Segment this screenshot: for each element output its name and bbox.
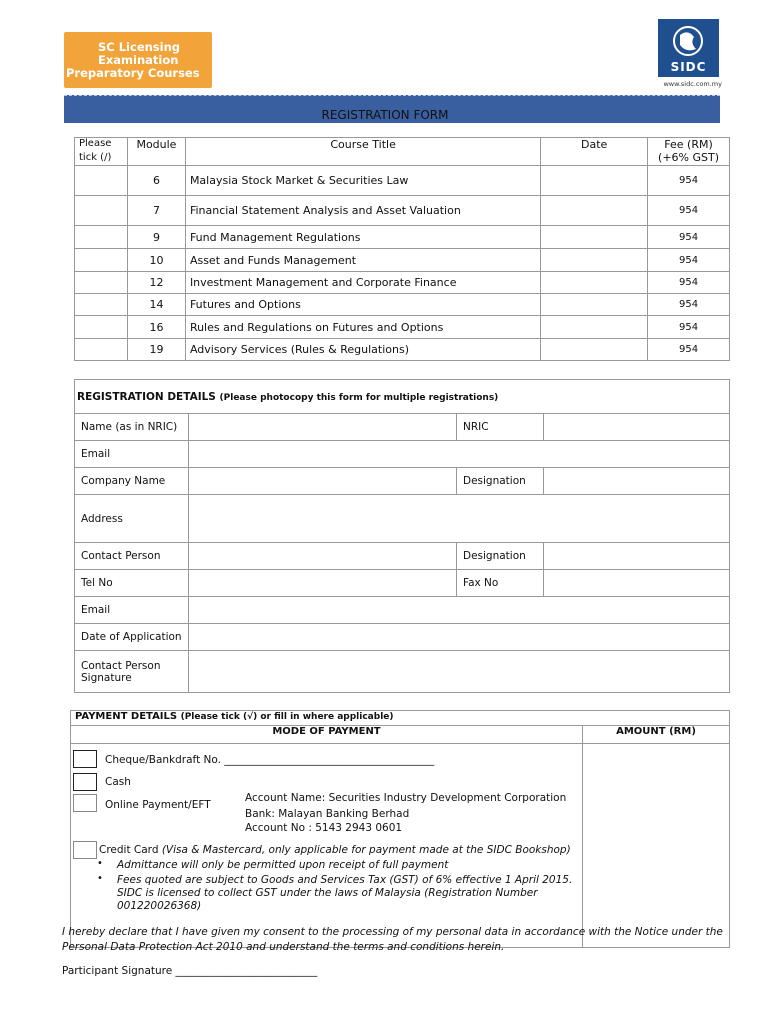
- module-number: 10: [127, 249, 185, 272]
- tick-box[interactable]: [75, 316, 128, 339]
- date-cell[interactable]: [541, 166, 648, 196]
- module-number: 7: [127, 196, 185, 226]
- tick-box[interactable]: [75, 339, 128, 361]
- fee-value: 954: [648, 339, 730, 361]
- tick-box[interactable]: [75, 249, 128, 272]
- tick-box[interactable]: [75, 196, 128, 226]
- module-number: 9: [127, 226, 185, 249]
- registration-details-heading: REGISTRATION DETAILS: [77, 390, 216, 403]
- name-field[interactable]: [189, 414, 457, 441]
- bullet-icon: •: [97, 858, 103, 869]
- globe-icon: [672, 25, 704, 57]
- consent-declaration: I hereby declare that I have given my consent to the processing of my personal data in accordance with the Notice under the Personal Data Protection Act 2010 and understand the terms and conditions herein.: [62, 926, 723, 953]
- website-url: www.sidc.com.my: [663, 80, 722, 88]
- module-number: 14: [127, 294, 185, 316]
- table-row: [75, 196, 730, 226]
- fax-field[interactable]: [544, 570, 730, 597]
- contact-person-field[interactable]: [189, 543, 457, 570]
- amount-field[interactable]: [583, 744, 730, 948]
- designation-field[interactable]: [544, 468, 730, 495]
- table-row: [75, 339, 730, 361]
- tick-box[interactable]: [75, 272, 128, 294]
- table-row: [75, 249, 730, 272]
- course-title: Investment Management and Corporate Finance: [185, 272, 540, 294]
- contact-designation-field[interactable]: [544, 543, 730, 570]
- cheque-label: Cheque/Bankdraft No. ________________________________________: [105, 754, 435, 766]
- module-number: 6: [127, 166, 185, 196]
- fee-value: 954: [648, 249, 730, 272]
- registration-details-table: [74, 379, 730, 693]
- payment-details-note: (Please tick (√) or fill in where applicable): [180, 712, 394, 722]
- fee-value: 954: [648, 196, 730, 226]
- course-title: Fund Management Regulations: [185, 226, 540, 249]
- table-row: [75, 226, 730, 249]
- credit-card-label: Credit Card (Visa & Mastercard, only applicable for payment made at the SIDC Bookshop): [99, 844, 571, 856]
- banner-line-3: Preparatory Courses: [66, 66, 200, 80]
- tel-field[interactable]: [189, 570, 457, 597]
- course-title: Asset and Funds Management: [185, 249, 540, 272]
- course-table: [74, 137, 730, 361]
- email-field[interactable]: [189, 441, 730, 468]
- address-field[interactable]: [189, 495, 730, 543]
- note-admittance: Admittance will only be permitted upon receipt of full payment: [117, 859, 449, 871]
- payment-details-heading: PAYMENT DETAILS: [75, 711, 178, 722]
- tick-box[interactable]: [75, 166, 128, 196]
- date-cell[interactable]: [541, 226, 648, 249]
- date-cell[interactable]: [541, 316, 648, 339]
- nric-label: NRIC: [457, 414, 544, 441]
- company-name-field[interactable]: [189, 468, 457, 495]
- fee-value: 954: [648, 294, 730, 316]
- date-header: Date: [541, 138, 648, 166]
- course-title-header: Course Title: [185, 138, 540, 166]
- table-row: [75, 294, 730, 316]
- note-gst-line3: 001220026368): [117, 900, 202, 912]
- contact-email-label: Email: [75, 597, 189, 624]
- fax-label: Fax No: [457, 570, 544, 597]
- email-label: Email: [75, 441, 189, 468]
- course-banner: [64, 32, 212, 88]
- contact-designation-label: Designation: [457, 543, 544, 570]
- banner-line-2: Examination: [98, 53, 179, 67]
- payment-details-table: [70, 710, 730, 948]
- tel-label: Tel No: [75, 570, 189, 597]
- designation-label: Designation: [457, 468, 544, 495]
- date-cell[interactable]: [541, 249, 648, 272]
- registration-details-header: [75, 380, 730, 414]
- mode-of-payment-header: MODE OF PAYMENT: [71, 726, 583, 744]
- cash-checkbox[interactable]: [73, 773, 97, 791]
- date-cell[interactable]: [541, 196, 648, 226]
- course-title: Rules and Regulations on Futures and Options: [185, 316, 540, 339]
- bullet-icon: •: [97, 873, 103, 884]
- course-title: Advisory Services (Rules & Regulations): [185, 339, 540, 361]
- course-title: Futures and Options: [185, 294, 540, 316]
- amount-header: AMOUNT (RM): [583, 726, 730, 744]
- payment-details-header: [71, 711, 730, 726]
- course-table-header: [75, 138, 730, 166]
- bank-name: Bank: Malayan Banking Berhad: [245, 808, 410, 820]
- credit-card-checkbox[interactable]: [73, 841, 97, 859]
- table-row: [75, 166, 730, 196]
- date-of-application-label: Date of Application: [75, 624, 189, 651]
- account-name: Account Name: Securities Industry Development Corporation: [245, 792, 567, 804]
- sidc-logo: [658, 19, 719, 77]
- online-payment-label: Online Payment/EFT: [105, 799, 211, 811]
- cheque-checkbox[interactable]: [73, 750, 97, 768]
- date-cell[interactable]: [541, 339, 648, 361]
- form-title: REGISTRATION FORM: [321, 108, 449, 122]
- tick-box[interactable]: [75, 294, 128, 316]
- account-number: Account No : 5143 2943 0601: [245, 822, 403, 834]
- table-row: [75, 316, 730, 339]
- participant-signature-line[interactable]: Participant Signature ___________________________: [62, 965, 318, 977]
- address-label: Address: [75, 495, 189, 543]
- payment-modes: [71, 744, 583, 948]
- date-cell[interactable]: [541, 272, 648, 294]
- fee-value: 954: [648, 316, 730, 339]
- contact-person-label: Contact Person: [75, 543, 189, 570]
- online-payment-checkbox[interactable]: [73, 794, 97, 812]
- tick-header: Please tick (/): [75, 138, 128, 166]
- module-number: 16: [127, 316, 185, 339]
- course-title: Malaysia Stock Market & Securities Law: [185, 166, 540, 196]
- fee-value: 954: [648, 166, 730, 196]
- nric-field[interactable]: [544, 414, 730, 441]
- note-gst-line2: SIDC is licensed to collect GST under the laws of Malaysia (Registration Number: [117, 887, 538, 899]
- contact-email-field[interactable]: [189, 597, 730, 624]
- tick-box[interactable]: [75, 226, 128, 249]
- contact-signature-field[interactable]: [189, 651, 730, 693]
- banner-line-1: SC Licensing: [98, 40, 181, 54]
- fee-value: 954: [648, 226, 730, 249]
- table-row: [75, 272, 730, 294]
- name-label: Name (as in NRIC): [75, 414, 189, 441]
- date-cell[interactable]: [541, 294, 648, 316]
- company-name-label: Company Name: [75, 468, 189, 495]
- registration-details-note: (Please photocopy this form for multiple registrations): [219, 392, 499, 403]
- contact-signature-label: Contact Person Signature: [75, 651, 189, 693]
- module-number: 19: [127, 339, 185, 361]
- fee-value: 954: [648, 272, 730, 294]
- fee-header: Fee (RM) (+6% GST): [648, 138, 730, 166]
- module-header: Module: [127, 138, 185, 166]
- cash-label: Cash: [105, 776, 131, 788]
- course-title: Financial Statement Analysis and Asset Valuation: [185, 196, 540, 226]
- date-of-application-field[interactable]: [189, 624, 730, 651]
- logo-text: SIDC: [670, 60, 707, 74]
- module-number: 12: [127, 272, 185, 294]
- note-gst-line1: Fees quoted are subject to Goods and Services Tax (GST) of 6% effective 1 April 2015.: [117, 874, 573, 886]
